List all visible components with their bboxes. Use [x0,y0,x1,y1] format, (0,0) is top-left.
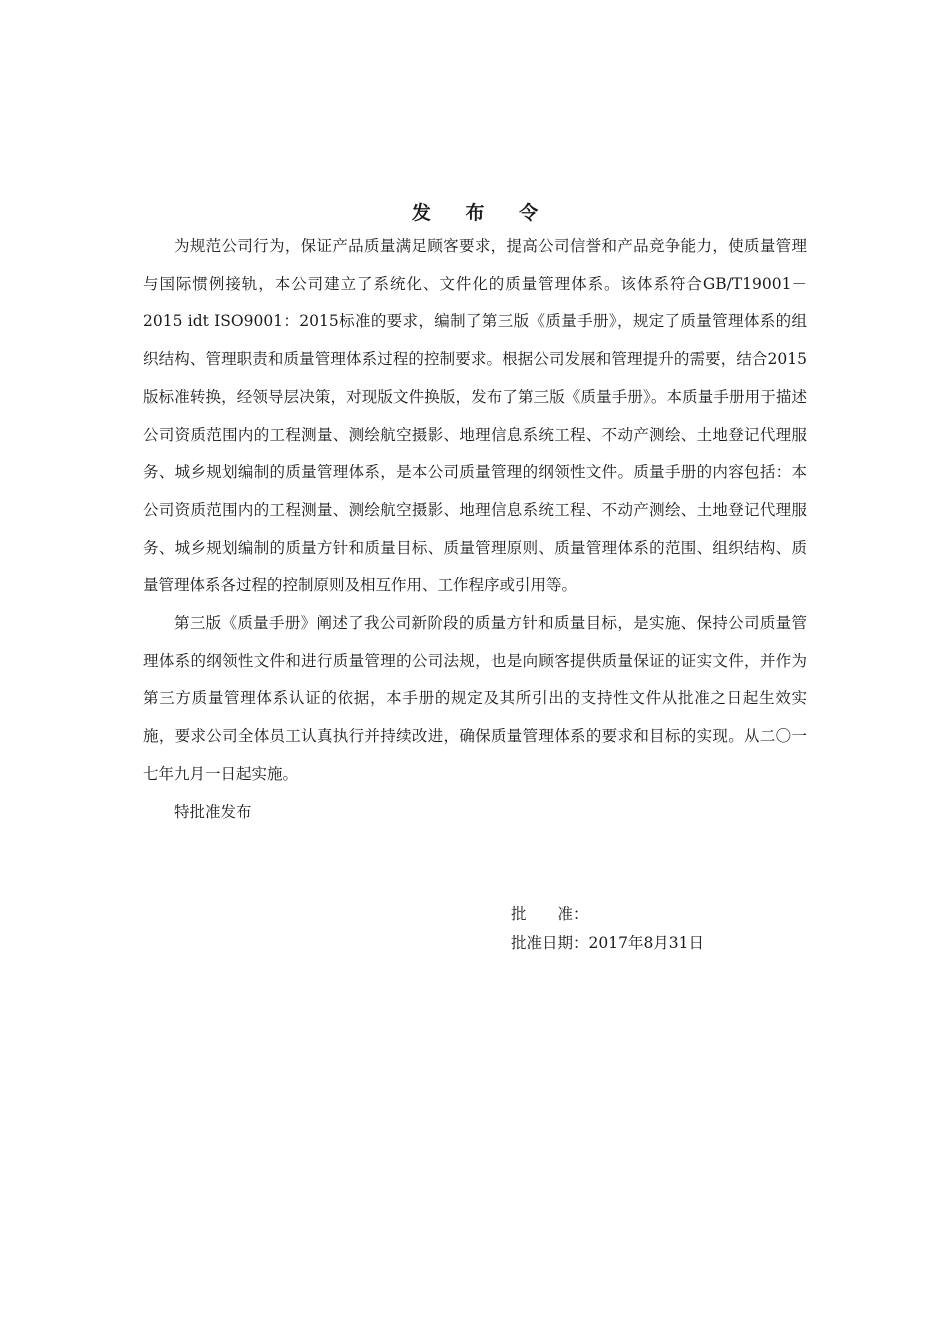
document-body [143,228,807,831]
approval-date: 批准日期：2017年8月31日 [511,934,705,952]
paragraph-release-statement: 特批准发布 [174,802,252,821]
paragraph-manual-description: 第三版《质量手册》阐述了我公司新阶段的质量方针和质量目标，是实施、保持公司质量管理体系的纲领性文件和进行质量管理的公司法规，也是向顾客提供质量保证的证实文件，并作为第三方质量管理体系认证的依据，本手册的规定及其所引出的支持性文件从批准之日起生效实施，要求公司全体员工认真执行并持续改进，确保质量管理体系的要求和目标的实现。从二〇一七年九月一日起实施。 [143,614,807,783]
approver-label: 批 准： [511,905,589,923]
approval-block [511,900,704,958]
document-title: 发 布 令 [411,202,553,224]
paragraph-intro: 为规范公司行为，保证产品质量满足顾客要求，提高公司信誉和产品竞争能力，使质量管理与国际惯例接轨，本公司建立了系统化、文件化的质量管理体系。该体系符合GB/T19001－2015 idt ISO9001：2015标准的要求，编制了第三版《质量手册》，规定了质量管理体系的组织结构、管理职责和质量管理体系过程的控制要求。根据公司发展和管理提升的需要，结合2015版标准转换，经领导层决策，对现版文件换版，发布了第三版《质量手册》。本质量手册用于描述公司资质范围内的工程测量、测绘航空摄影、地理信息系统工程、不动产测绘、土地登记代理服务、城乡规划编制的质量管理体系，是本公司质量管理的纲领性文件。质量手册的内容包括：本公司资质范围内的工程测量、测绘航空摄影、地理信息系统工程、不动产测绘、土地登记代理服务、城乡规划编制的质量方针和质量目标、质量管理原则、质量管理体系的范围、组织结构、质量管理体系各过程的控制原则及相互作用、工作程序或引用等。 [143,237,807,595]
